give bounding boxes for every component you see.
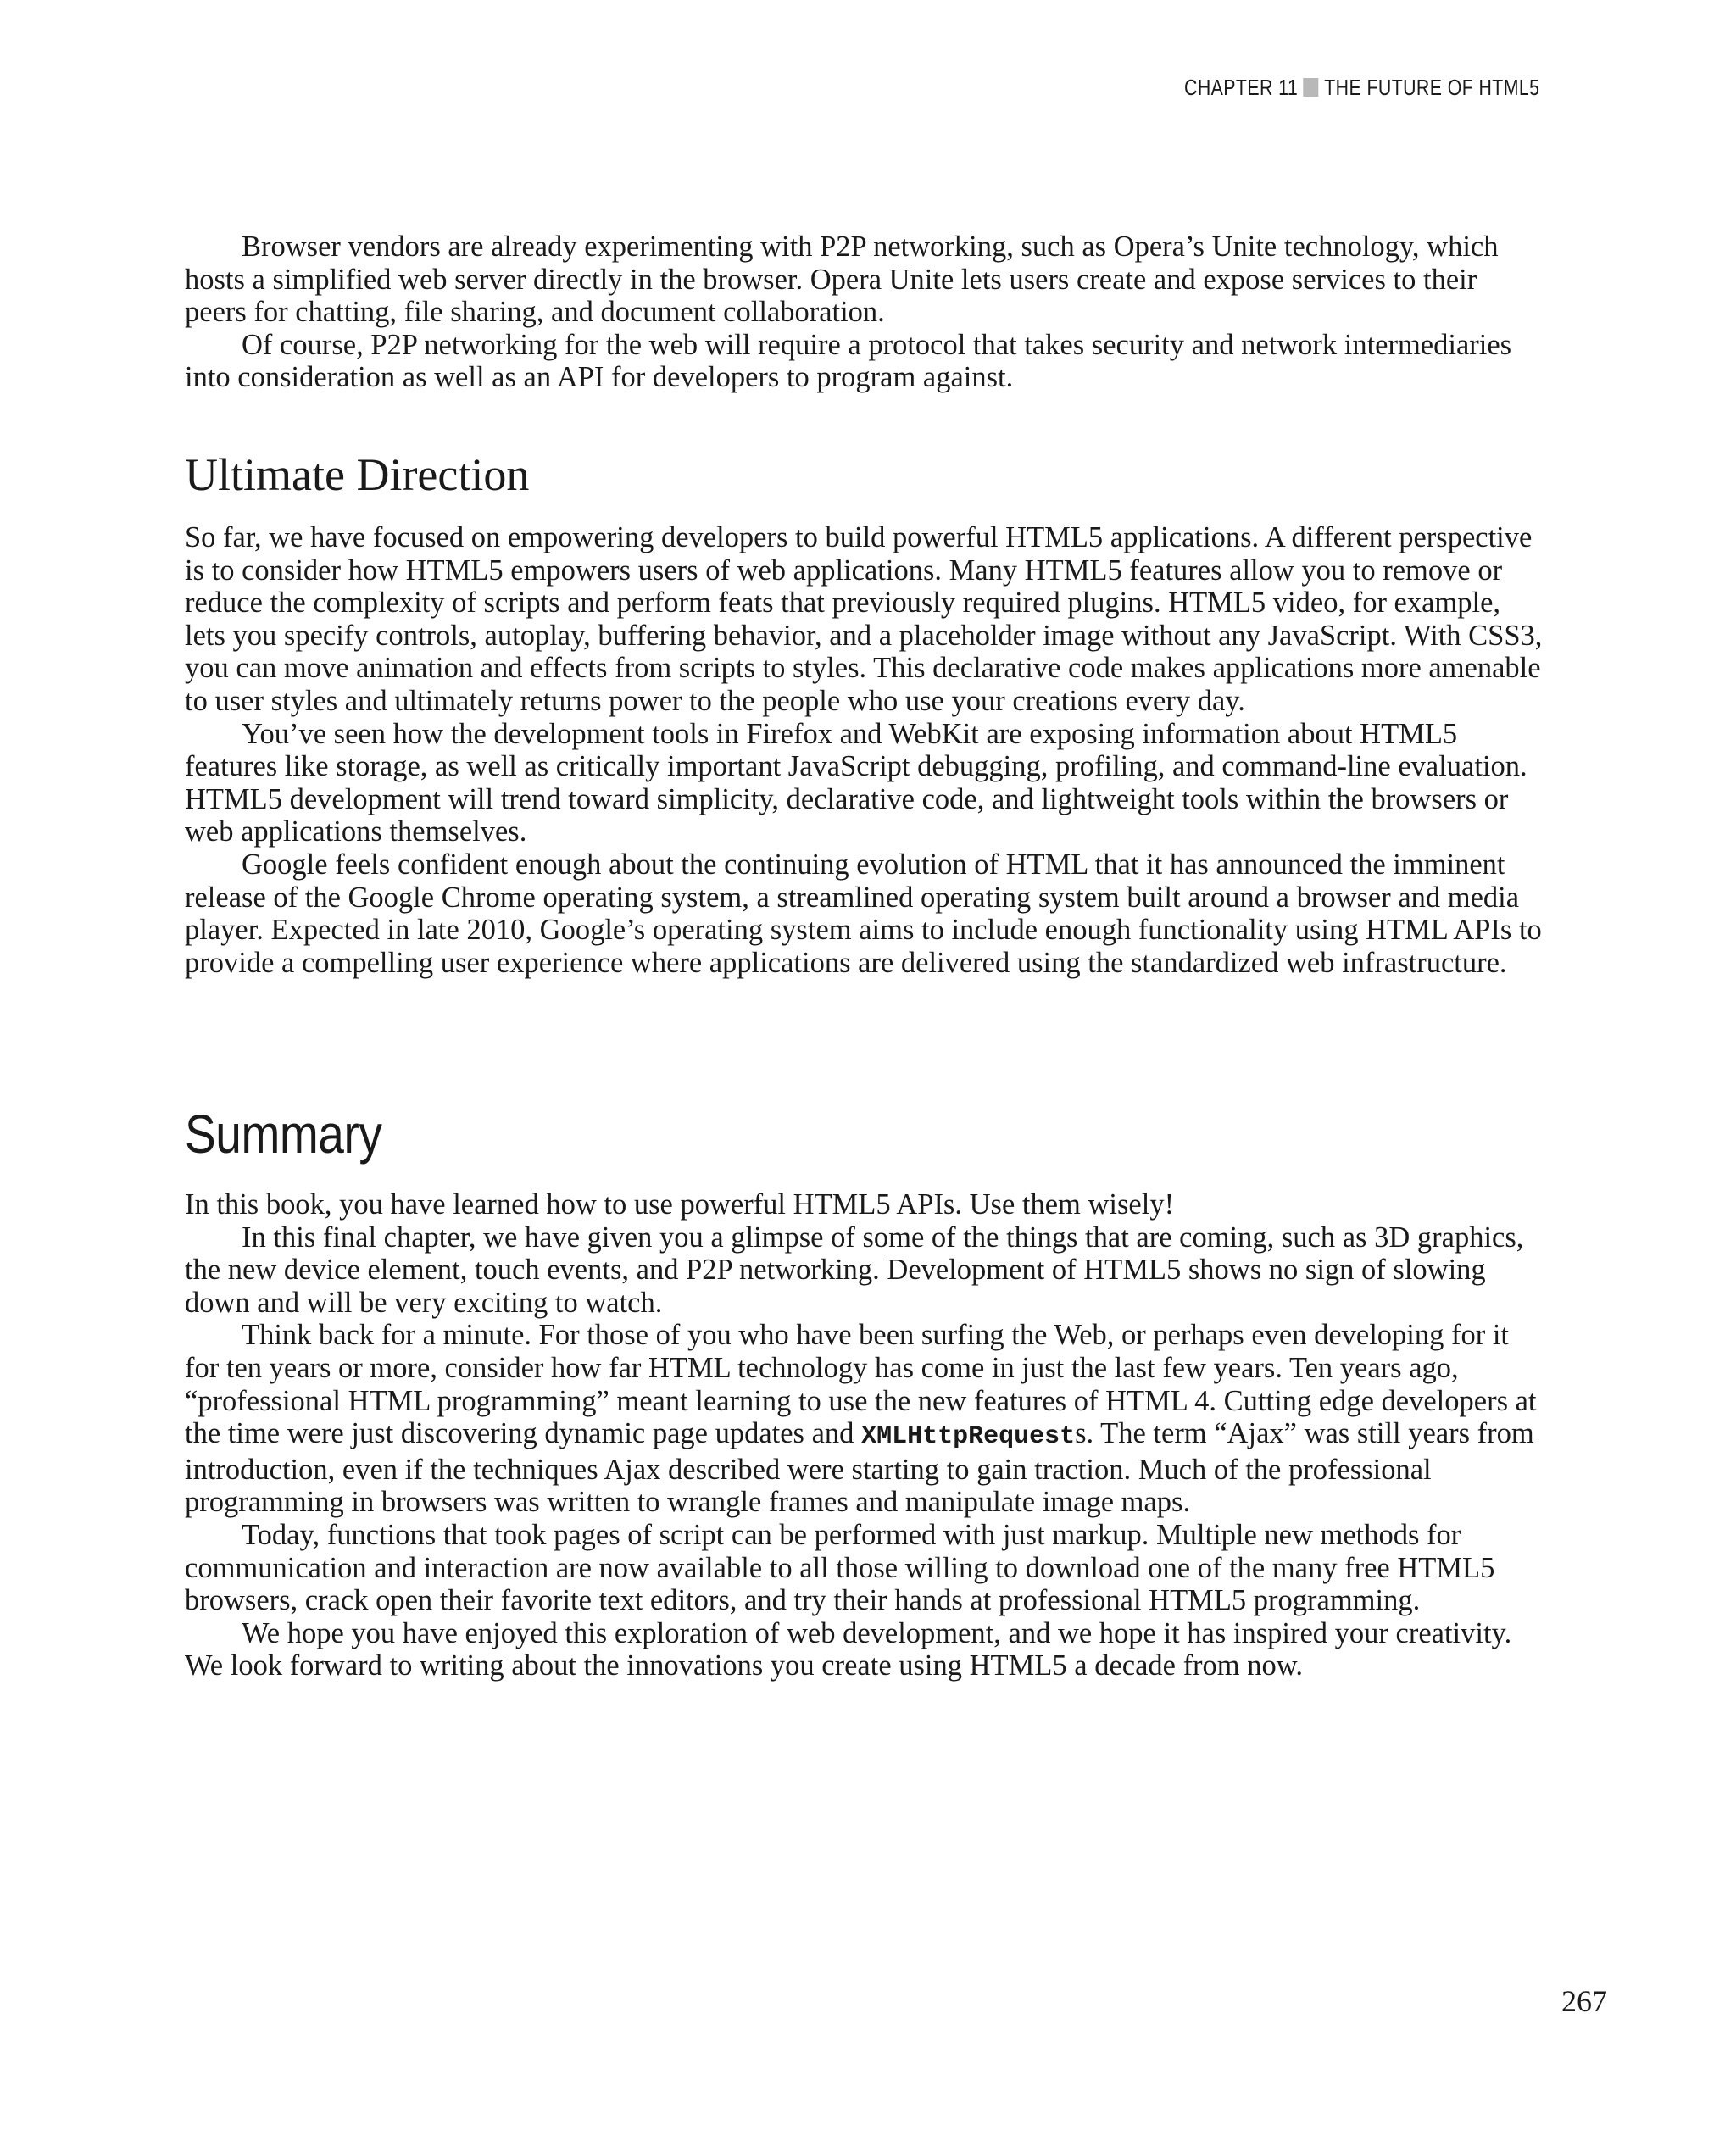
ultimate-direction-heading: Ultimate Direction — [185, 449, 530, 500]
summary-paragraph-1: In this book, you have learned how to use powerful HTML5 APIs. Use them wisely! — [185, 1188, 1175, 1221]
xmlhttprequest-code: XMLHttpRequest — [861, 1422, 1076, 1452]
summary-paragraph-4: Today, functions that took pages of script can be performed with just markup. Multiple new methods for communication and interaction are now available to all those willing to download one of the many free HTML5 browsers, crack open their favorite text editors, and try their hands at professional HTML5 programming. — [185, 1518, 1495, 1617]
running-head-title: THE FUTURE OF HTML5 — [1323, 75, 1539, 100]
ultimate-direction-section — [185, 521, 1543, 979]
running-head — [1184, 75, 1539, 101]
page-number: 267 — [1561, 1984, 1607, 2018]
summary-section — [185, 1188, 1543, 1682]
intro-paragraph-2: Of course, P2P networking for the web will require a protocol that takes security and network intermediaries into consideration as well as an API for developers to program against. — [185, 328, 1512, 394]
summary-paragraph-3 — [185, 1319, 1543, 1519]
summary-paragraph-3-text-a: Think back for a minute. For those of you who have been surfing the Web, or perhaps even developing for it for ten years or more, consider how far HTML technology has come in just the last few years. Ten years ago, “professional HTML programming” meant learning to use the new features of HTML 4. Cutting edge developers at the time were just discovering dynamic page updates and — [185, 1319, 1537, 1450]
ultimate-direction-paragraph-2: You’ve seen how the development tools in Firefox and WebKit are exposing information about HTML5 features like storage, as well as critically important JavaScript debugging, profiling, and command-line evaluation. HTML5 development will trend toward simplicity, declarative code, and lightweight tools within the browsers or web applications themselves. — [185, 717, 1527, 848]
summary-paragraph-5: We hope you have enjoyed this exploration of web development, and we hope it has inspired your creativity. We look forward to writing about the innovations you create using HTML5 a decade from now. — [185, 1616, 1512, 1682]
intro-section — [185, 231, 1543, 394]
running-head-separator — [1303, 78, 1318, 97]
ultimate-direction-paragraph-3: Google feels confident enough about the continuing evolution of HTML that it has announced the imminent release of the Google Chrome operating system, a streamlined operating system built around a browser and media player. Expected in late 2010, Google’s operating system aims to include enough functionality using HTML APIs to provide a compelling user experience where applications are delivered using the standardized web infrastructure. — [185, 848, 1542, 979]
running-head-chapter: CHAPTER 11 — [1183, 75, 1298, 100]
summary-heading: Summary — [185, 1104, 382, 1165]
summary-paragraph-2: In this final chapter, we have given you a glimpse of some of the things that are coming, such as 3D graphics, the new device element, touch events, and P2P networking. Development of HTML5 shows no sign of slowing down and will be very exciting to watch. — [185, 1221, 1524, 1319]
ultimate-direction-paragraph-1: So far, we have focused on empowering developers to build powerful HTML5 applications. A different perspective is to consider how HTML5 empowers users of web applications. Many HTML5 features allow you to remove or reduce the complexity of scripts and perform feats that previously required plugins. HTML5 video, for example, lets you specify controls, autoplay, buffering behavior, and a placeholder image without any JavaScript. With CSS3, you can move animation and effects from scripts to styles. This declarative code makes applications more amenable to user styles and ultimately returns power to the people who use your creations every day. — [185, 521, 1543, 717]
intro-paragraph-1: Browser vendors are already experimenting with P2P networking, such as Opera’s Unite technology, which hosts a simplified web server directly in the browser. Opera Unite lets users create and expose services to their peers for chatting, file sharing, and document collaboration. — [185, 231, 1499, 329]
summary-paragraph-3-text-b: s. The term “Ajax” was still years from introduction, even if the techniques Ajax described were starting to gain traction. Much of the professional programming in browsers was written to wrangle frames and manipulate image maps. — [185, 1417, 1534, 1519]
